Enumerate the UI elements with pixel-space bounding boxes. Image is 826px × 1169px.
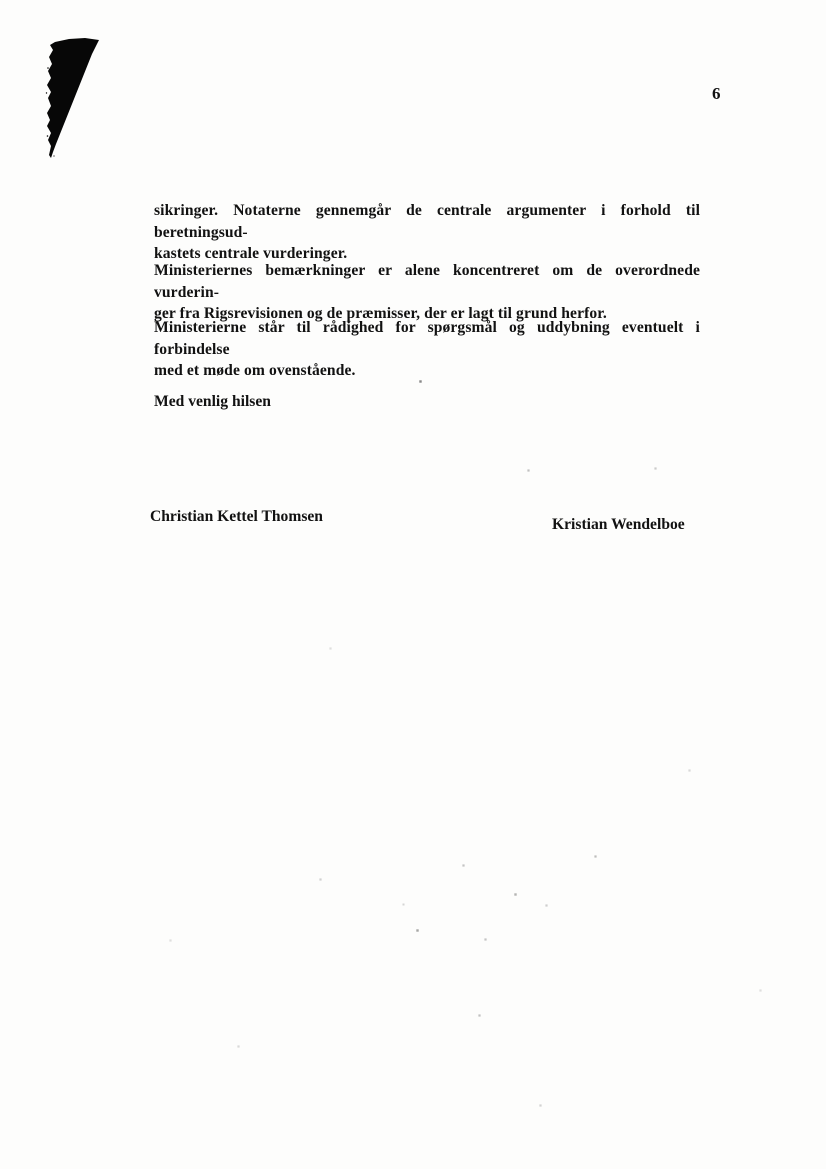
ink-blot-artifact [45, 38, 100, 159]
paragraph-1-line-1: sikringer. Notaterne gennemgår de centrale argumenter i forhold til beretningsud- [154, 202, 700, 241]
paragraph-3-line-1: Ministerierne står til rådighed for spørgsmål og uddybning eventuelt i forbindelse [154, 319, 700, 358]
paragraph-1 [154, 200, 700, 265]
page-number: 6 [712, 84, 721, 103]
paragraph-1-line-2: kastets centrale vurderinger. [154, 245, 348, 262]
paragraph-2-line-1: Ministeriernes bemærkninger er alene koncentreret om de overordnede vurderin- [154, 262, 700, 301]
scan-noise-speckles [0, 0, 1, 1]
paragraph-2 [154, 260, 700, 325]
closing-salutation: Med venlig hilsen [154, 393, 271, 410]
signature-name-left: Christian Kettel Thomsen [150, 508, 323, 525]
paragraph-3-line-2: med et møde om ovenstående. [154, 362, 356, 379]
signature-name-right: Kristian Wendelboe [552, 516, 685, 533]
paragraph-2-line-2: ger fra Rigsrevisionen og de præmisser, der er lagt til grund herfor. [154, 305, 607, 322]
paragraph-3 [154, 317, 700, 382]
